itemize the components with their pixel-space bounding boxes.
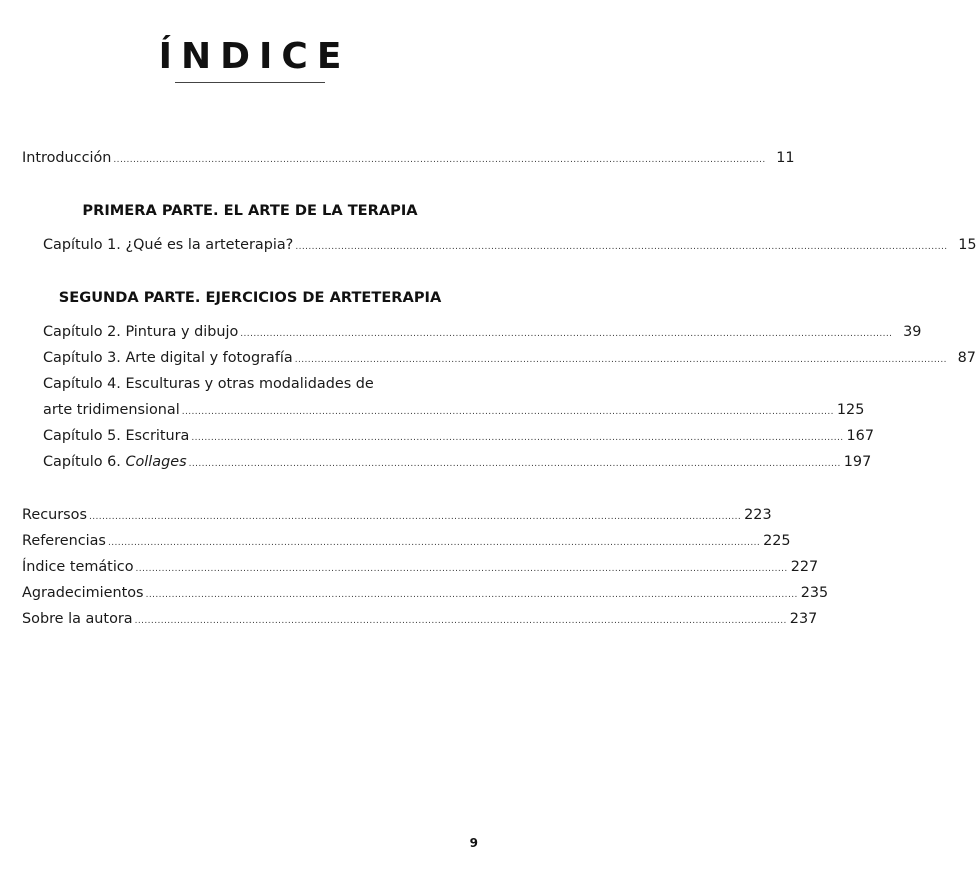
- toc-entry-page: 39: [903, 324, 922, 340]
- dot-leader: ........................................................................................................................................................................................................: [181, 407, 834, 417]
- part-heading-primera: PRIMERA PARTE. EL ARTE DE LA TERAPIA: [82, 202, 418, 219]
- toc-entry-sobre-la-autora: [22, 610, 818, 630]
- part-heading-segunda: SEGUNDA PARTE. EJERCICIOS DE ARTETERAPIA: [58, 289, 442, 306]
- toc-entry-introduccion: [22, 149, 795, 169]
- toc-entry-label-prefix: Capítulo 6.: [43, 454, 126, 470]
- toc-entry-label-italic: Collages: [125, 454, 187, 470]
- dot-leader: ........................................................................................................................................................................................................: [240, 329, 893, 339]
- dot-leader: ........................................................................................................................................................................................................: [145, 590, 798, 600]
- toc-entry-label: [43, 453, 187, 471]
- toc-entry-label: Sobre la autora: [22, 611, 133, 627]
- toc-entry-referencias: [22, 532, 791, 552]
- dot-leader: ........................................................................................................................................................................................................: [294, 355, 947, 365]
- toc-entry-capitulo-4: [43, 401, 865, 421]
- toc-entry-capitulo-3: [43, 349, 976, 369]
- toc-entry-label: Capítulo 2. Pintura y dibujo: [43, 324, 239, 340]
- dot-leader: ........................................................................................................................................................................................................: [113, 155, 766, 165]
- title-underline: [175, 82, 325, 83]
- toc-entry-indice-tematico: [22, 558, 819, 578]
- toc-entry-label: Introducción: [22, 150, 112, 166]
- toc-entry-label: arte tridimensional: [43, 402, 180, 418]
- toc-entry-page: 125: [836, 402, 865, 418]
- toc-entry-page: 87: [957, 350, 976, 366]
- toc-entry-page: 167: [846, 428, 874, 444]
- toc-entry-capitulo-2: [43, 323, 922, 343]
- toc-entry-label: Capítulo 5. Escritura: [43, 428, 190, 444]
- toc-entry-page: 227: [790, 559, 819, 575]
- toc-entry-capitulo-1: [43, 236, 977, 256]
- toc-entry-capitulo-4-line1: Capítulo 4. Esculturas y otras modalidades de: [43, 376, 374, 392]
- toc-entry-label: Referencias: [22, 533, 106, 549]
- page-number: 9: [469, 836, 478, 850]
- toc-entry-page: 235: [800, 585, 829, 601]
- toc-entry-label: Capítulo 3. Arte digital y fotografía: [43, 350, 293, 366]
- dot-leader: ........................................................................................................................................................................................................: [191, 433, 844, 443]
- toc-entry-capitulo-6: [43, 453, 872, 473]
- dot-leader: ........................................................................................................................................................................................................: [295, 242, 948, 252]
- toc-entry-label: Índice temático: [22, 559, 134, 575]
- toc-entry-label: Recursos: [22, 507, 87, 523]
- toc-entry-page: 237: [789, 611, 818, 627]
- page-title: ÍNDICE: [158, 36, 351, 77]
- toc-entry-agradecimientos: [22, 584, 829, 604]
- dot-leader: ........................................................................................................................................................................................................: [107, 538, 761, 548]
- toc-entry-page: 11: [776, 150, 795, 166]
- toc-entry-page: 197: [843, 454, 872, 470]
- toc-entry-page: 223: [744, 507, 772, 523]
- toc-entry-capitulo-5: [43, 427, 874, 447]
- toc-entry-page: 225: [763, 533, 791, 549]
- toc-entry-label: Capítulo 1. ¿Qué es la arteterapia?: [43, 237, 294, 253]
- dot-leader: ........................................................................................................................................................................................................: [135, 564, 788, 574]
- toc-entry-page: 15: [958, 237, 977, 253]
- toc-entry-recursos: [22, 506, 772, 526]
- dot-leader: ........................................................................................................................................................................................................: [134, 616, 787, 626]
- dot-leader: ........................................................................................................................................................................................................: [88, 512, 742, 522]
- dot-leader: ........................................................................................................................................................................................................: [188, 459, 841, 469]
- toc-entry-label: Agradecimientos: [22, 585, 144, 601]
